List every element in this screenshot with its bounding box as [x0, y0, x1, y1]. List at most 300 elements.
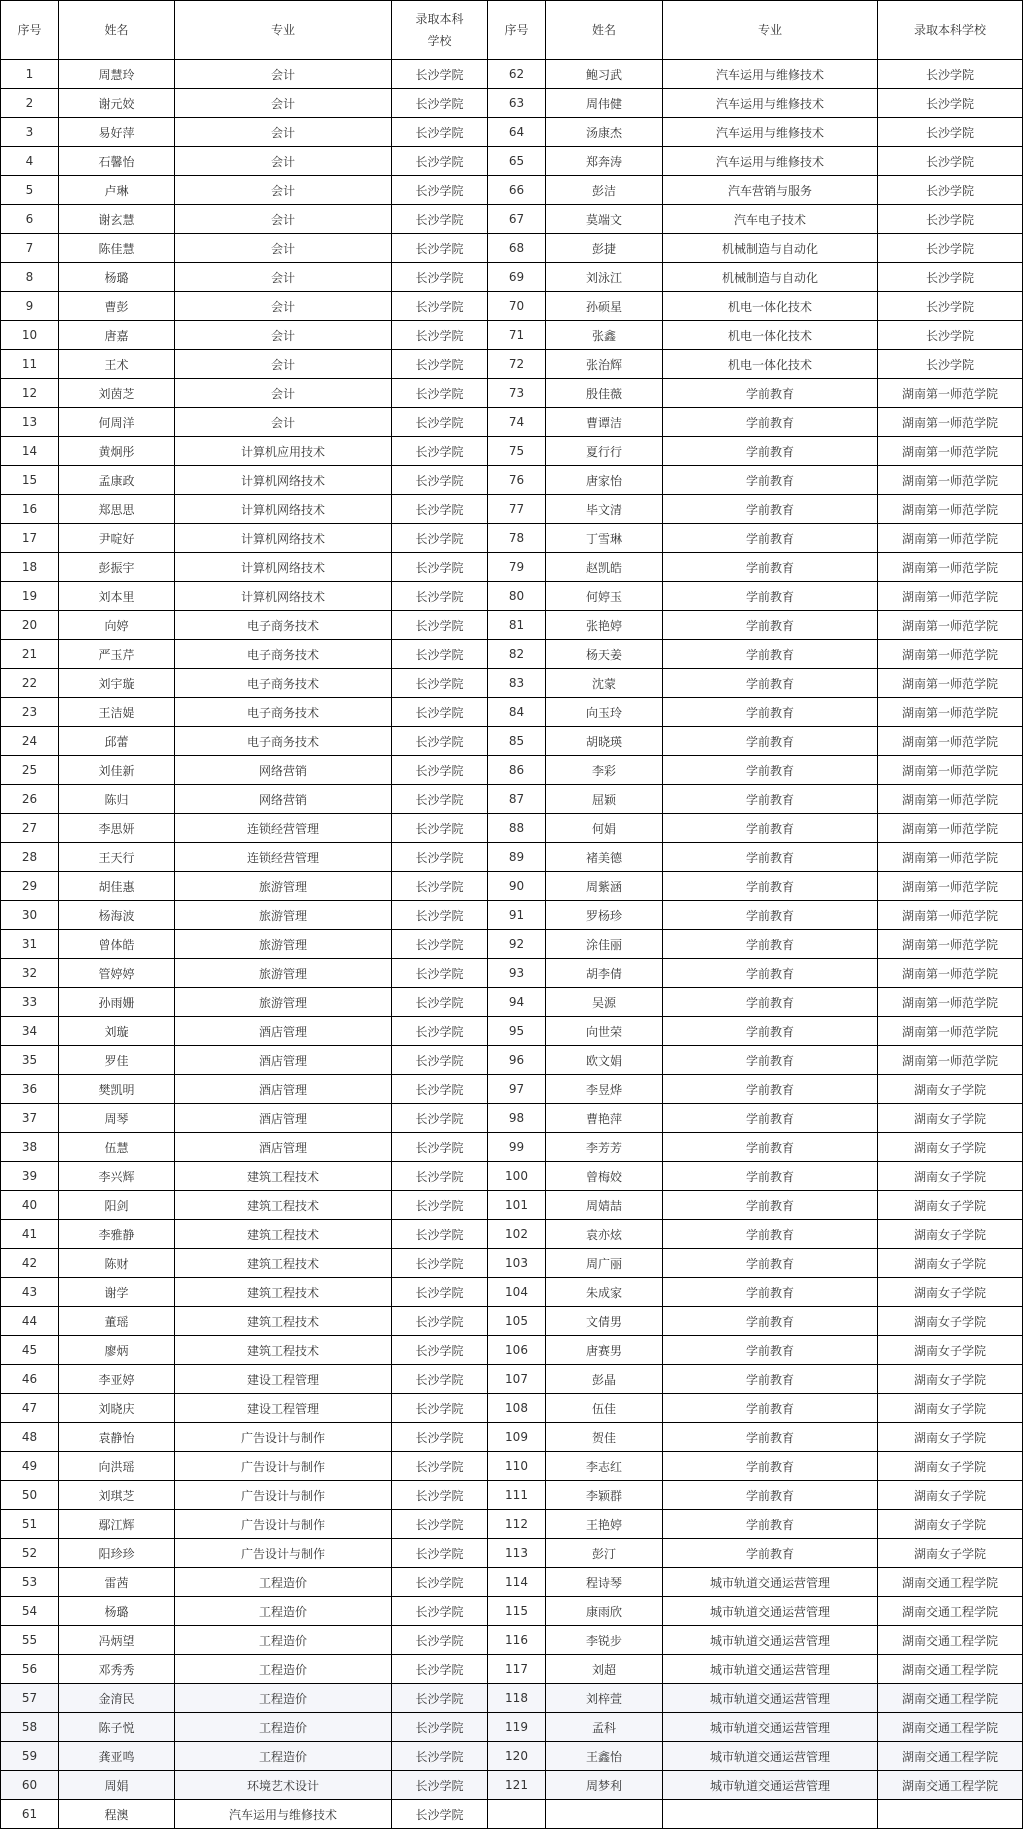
- cell-school-right: 湖南女子学院: [878, 1133, 1023, 1162]
- cell-seq-left: 11: [1, 350, 59, 379]
- cell-major-left: 会计: [175, 176, 392, 205]
- cell-seq-left: 15: [1, 466, 59, 495]
- cell-name-left: 严玉芹: [59, 640, 175, 669]
- cell-major-left: 会计: [175, 379, 392, 408]
- cell-major-left: 计算机网络技术: [175, 466, 392, 495]
- cell-seq-left: 7: [1, 234, 59, 263]
- cell-major-left: 会计: [175, 321, 392, 350]
- cell-major-left: 旅游管理: [175, 988, 392, 1017]
- cell-name-left: 周娟: [59, 1771, 175, 1800]
- cell-school-right: 湖南女子学院: [878, 1539, 1023, 1568]
- cell-seq-left: 50: [1, 1481, 59, 1510]
- cell-school-left: 长沙学院: [392, 495, 488, 524]
- cell-major-right: 机械制造与自动化: [663, 234, 878, 263]
- cell-seq-left: 40: [1, 1191, 59, 1220]
- cell-name-right: 殷佳薇: [546, 379, 663, 408]
- cell-name-right: 吴源: [546, 988, 663, 1017]
- cell-school-right: 长沙学院: [878, 147, 1023, 176]
- table-row: [1, 901, 1023, 930]
- cell-name-right: 胡晓瑛: [546, 727, 663, 756]
- cell-name-right: 李志红: [546, 1452, 663, 1481]
- cell-seq-right: 74: [488, 408, 546, 437]
- cell-seq-left: 31: [1, 930, 59, 959]
- cell-seq-left: 28: [1, 843, 59, 872]
- cell-name-right: 毕文清: [546, 495, 663, 524]
- cell-major-left: 酒店管理: [175, 1133, 392, 1162]
- cell-seq-right: 115: [488, 1597, 546, 1626]
- cell-school-left: 长沙学院: [392, 379, 488, 408]
- cell-school-right: 湖南第一师范学院: [878, 756, 1023, 785]
- cell-seq-right: 67: [488, 205, 546, 234]
- table-row: [1, 1307, 1023, 1336]
- cell-seq-left: 23: [1, 698, 59, 727]
- header-name-left: 姓名: [59, 1, 175, 60]
- cell-school-left: 长沙学院: [392, 669, 488, 698]
- cell-seq-right: 82: [488, 640, 546, 669]
- cell-school-left: 长沙学院: [392, 843, 488, 872]
- cell-major-left: 酒店管理: [175, 1075, 392, 1104]
- cell-major-right: 学前教育: [663, 1539, 878, 1568]
- cell-name-left: 刘佳新: [59, 756, 175, 785]
- cell-school-right: 湖南女子学院: [878, 1249, 1023, 1278]
- cell-name-left: 杨璐: [59, 263, 175, 292]
- cell-school-right: 长沙学院: [878, 118, 1023, 147]
- cell-name-left: 陈归: [59, 785, 175, 814]
- cell-major-right: 汽车电子技术: [663, 205, 878, 234]
- cell-school-left: 长沙学院: [392, 147, 488, 176]
- cell-major-right: 学前教育: [663, 1191, 878, 1220]
- cell-major-right: 学前教育: [663, 524, 878, 553]
- cell-seq-left: 10: [1, 321, 59, 350]
- cell-major-left: 旅游管理: [175, 959, 392, 988]
- cell-seq-right: 109: [488, 1423, 546, 1452]
- cell-name-right: 张鑫: [546, 321, 663, 350]
- cell-seq-left: 9: [1, 292, 59, 321]
- cell-name-right: 王艳婷: [546, 1510, 663, 1539]
- cell-major-left: 连锁经营管理: [175, 843, 392, 872]
- cell-name-left: 刘本里: [59, 582, 175, 611]
- cell-major-right: 学前教育: [663, 756, 878, 785]
- cell-major-right: 学前教育: [663, 1307, 878, 1336]
- cell-school-left: 长沙学院: [392, 1684, 488, 1713]
- cell-seq-left: 57: [1, 1684, 59, 1713]
- cell-major-left: 计算机网络技术: [175, 582, 392, 611]
- table-row: [1, 843, 1023, 872]
- cell-school-right: 湖南交通工程学院: [878, 1626, 1023, 1655]
- table-row: [1, 611, 1023, 640]
- cell-school-left: 长沙学院: [392, 611, 488, 640]
- cell-school-right: 湖南第一师范学院: [878, 466, 1023, 495]
- cell-major-left: 广告设计与制作: [175, 1452, 392, 1481]
- table-row: [1, 1452, 1023, 1481]
- cell-school-right: 湖南第一师范学院: [878, 1046, 1023, 1075]
- cell-name-right: 张艳婷: [546, 611, 663, 640]
- cell-major-right: 机电一体化技术: [663, 292, 878, 321]
- cell-seq-right: 114: [488, 1568, 546, 1597]
- cell-seq-right: 62: [488, 60, 546, 89]
- table-row: [1, 1655, 1023, 1684]
- cell-name-right: 程诗琴: [546, 1568, 663, 1597]
- cell-name-right: 朱成家: [546, 1278, 663, 1307]
- cell-name-left: 罗佳: [59, 1046, 175, 1075]
- cell-name-right: 何婷玉: [546, 582, 663, 611]
- cell-name-left: 袁静怡: [59, 1423, 175, 1452]
- table-row: [1, 1423, 1023, 1452]
- cell-school-right: 长沙学院: [878, 350, 1023, 379]
- cell-seq-left: 22: [1, 669, 59, 698]
- cell-major-right: 学前教育: [663, 1481, 878, 1510]
- cell-name-right: 唐家怡: [546, 466, 663, 495]
- cell-name-left: 陈财: [59, 1249, 175, 1278]
- cell-major-left: 旅游管理: [175, 901, 392, 930]
- table-row: [1, 553, 1023, 582]
- cell-name-right: 刘超: [546, 1655, 663, 1684]
- cell-seq-left: 49: [1, 1452, 59, 1481]
- cell-name-left: 李思妍: [59, 814, 175, 843]
- cell-major-right: 学前教育: [663, 1423, 878, 1452]
- table-row: [1, 988, 1023, 1017]
- cell-seq-left: 38: [1, 1133, 59, 1162]
- cell-major-right: 学前教育: [663, 437, 878, 466]
- table-body: [1, 60, 1023, 1829]
- cell-seq-left: 39: [1, 1162, 59, 1191]
- cell-school-left: 长沙学院: [392, 1365, 488, 1394]
- cell-seq-right: 71: [488, 321, 546, 350]
- cell-school-left: 长沙学院: [392, 582, 488, 611]
- cell-seq-right: 91: [488, 901, 546, 930]
- cell-seq-left: 60: [1, 1771, 59, 1800]
- cell-name-right: 曾梅姣: [546, 1162, 663, 1191]
- cell-seq-right: 118: [488, 1684, 546, 1713]
- cell-seq-left: 48: [1, 1423, 59, 1452]
- cell-seq-right: 77: [488, 495, 546, 524]
- cell-school-left: 长沙学院: [392, 1162, 488, 1191]
- cell-school-left: 长沙学院: [392, 1626, 488, 1655]
- cell-seq-left: 51: [1, 1510, 59, 1539]
- cell-seq-left: 8: [1, 263, 59, 292]
- cell-major-left: 酒店管理: [175, 1017, 392, 1046]
- cell-name-right: 彭汀: [546, 1539, 663, 1568]
- cell-school-left: 长沙学院: [392, 1191, 488, 1220]
- cell-seq-left: 33: [1, 988, 59, 1017]
- cell-seq-left: 59: [1, 1742, 59, 1771]
- cell-seq-right: 69: [488, 263, 546, 292]
- table-row: [1, 1365, 1023, 1394]
- cell-school-right: 长沙学院: [878, 234, 1023, 263]
- cell-school-right: 湖南第一师范学院: [878, 524, 1023, 553]
- cell-seq-right: 95: [488, 1017, 546, 1046]
- cell-name-left: 黄炯彤: [59, 437, 175, 466]
- cell-seq-right: 93: [488, 959, 546, 988]
- cell-name-left: 杨璐: [59, 1597, 175, 1626]
- cell-seq-left: 55: [1, 1626, 59, 1655]
- cell-school-left: 长沙学院: [392, 1452, 488, 1481]
- cell-major-left: 环境艺术设计: [175, 1771, 392, 1800]
- cell-name-left: 彭振宇: [59, 553, 175, 582]
- cell-seq-left: 19: [1, 582, 59, 611]
- cell-seq-left: 1: [1, 60, 59, 89]
- cell-name-right: 屈颖: [546, 785, 663, 814]
- cell-major-left: 旅游管理: [175, 872, 392, 901]
- cell-school-right: 湖南第一师范学院: [878, 727, 1023, 756]
- cell-seq-right: 75: [488, 437, 546, 466]
- cell-school-right: 湖南女子学院: [878, 1104, 1023, 1133]
- table-row: [1, 785, 1023, 814]
- cell-name-left: 阳珍珍: [59, 1539, 175, 1568]
- cell-school-right: 湖南女子学院: [878, 1191, 1023, 1220]
- table-row: [1, 1626, 1023, 1655]
- cell-school-left: 长沙学院: [392, 1278, 488, 1307]
- cell-major-left: 工程造价: [175, 1655, 392, 1684]
- cell-seq-left: 45: [1, 1336, 59, 1365]
- table-row: [1, 582, 1023, 611]
- table-row: [1, 640, 1023, 669]
- cell-seq-left: 25: [1, 756, 59, 785]
- cell-school-right: 湖南交通工程学院: [878, 1684, 1023, 1713]
- cell-name-right: 孙硕星: [546, 292, 663, 321]
- cell-major-right: 学前教育: [663, 698, 878, 727]
- cell-school-left: 长沙学院: [392, 1017, 488, 1046]
- cell-major-left: 会计: [175, 205, 392, 234]
- cell-seq-left: 43: [1, 1278, 59, 1307]
- cell-school-left: 长沙学院: [392, 1568, 488, 1597]
- cell-seq-left: 54: [1, 1597, 59, 1626]
- cell-name-right: 周梦利: [546, 1771, 663, 1800]
- cell-major-right: 学前教育: [663, 1220, 878, 1249]
- cell-seq-right: 70: [488, 292, 546, 321]
- cell-school-left: 长沙学院: [392, 205, 488, 234]
- cell-name-right: 李锐步: [546, 1626, 663, 1655]
- cell-name-left: 唐嘉: [59, 321, 175, 350]
- cell-name-right: 罗杨珍: [546, 901, 663, 930]
- cell-name-right: 刘泳江: [546, 263, 663, 292]
- cell-name-left: 邓秀秀: [59, 1655, 175, 1684]
- cell-seq-left: 18: [1, 553, 59, 582]
- table-row: [1, 495, 1023, 524]
- cell-seq-left: 53: [1, 1568, 59, 1597]
- cell-name-right: 赵凯皓: [546, 553, 663, 582]
- cell-seq-left: 14: [1, 437, 59, 466]
- table-row: [1, 1597, 1023, 1626]
- cell-school-right: 湖南第一师范学院: [878, 988, 1023, 1017]
- cell-major-left: 酒店管理: [175, 1104, 392, 1133]
- cell-name-left: 曾体皓: [59, 930, 175, 959]
- cell-name-left: 刘宇璇: [59, 669, 175, 698]
- cell-school-left: 长沙学院: [392, 901, 488, 930]
- cell-major-right: 学前教育: [663, 669, 878, 698]
- cell-name-left: 陈子悦: [59, 1713, 175, 1742]
- cell-name-left: 王洁媞: [59, 698, 175, 727]
- cell-name-right: 丁雪琳: [546, 524, 663, 553]
- table-row: [1, 1742, 1023, 1771]
- cell-school-right: 湖南女子学院: [878, 1423, 1023, 1452]
- cell-seq-left: 5: [1, 176, 59, 205]
- cell-name-right: 褚美德: [546, 843, 663, 872]
- cell-school-left: 长沙学院: [392, 1249, 488, 1278]
- cell-school-right: 长沙学院: [878, 263, 1023, 292]
- cell-name-right: 周伟健: [546, 89, 663, 118]
- cell-seq-left: 16: [1, 495, 59, 524]
- cell-seq-left: 37: [1, 1104, 59, 1133]
- cell-school-right: 湖南交通工程学院: [878, 1597, 1023, 1626]
- cell-major-left: 广告设计与制作: [175, 1510, 392, 1539]
- cell-school-left: 长沙学院: [392, 1510, 488, 1539]
- cell-seq-left: 6: [1, 205, 59, 234]
- cell-seq-right: 94: [488, 988, 546, 1017]
- cell-major-left: 计算机应用技术: [175, 437, 392, 466]
- cell-school-right: 湖南第一师范学院: [878, 437, 1023, 466]
- cell-school-right: 长沙学院: [878, 176, 1023, 205]
- cell-school-right: 湖南女子学院: [878, 1220, 1023, 1249]
- cell-school-right: 湖南第一师范学院: [878, 495, 1023, 524]
- table-row: [1, 1162, 1023, 1191]
- cell-name-right: 胡李倩: [546, 959, 663, 988]
- cell-major-left: 建筑工程技术: [175, 1336, 392, 1365]
- table-row: [1, 727, 1023, 756]
- cell-major-right: 学前教育: [663, 379, 878, 408]
- table-row: [1, 1336, 1023, 1365]
- cell-seq-left: 4: [1, 147, 59, 176]
- cell-name-right: 张治辉: [546, 350, 663, 379]
- cell-seq-right: 98: [488, 1104, 546, 1133]
- cell-seq-left: 24: [1, 727, 59, 756]
- table-row: [1, 1539, 1023, 1568]
- table-row: [1, 1133, 1023, 1162]
- cell-school-right: 湖南第一师范学院: [878, 843, 1023, 872]
- cell-school-left: 长沙学院: [392, 872, 488, 901]
- cell-school-right: 湖南交通工程学院: [878, 1742, 1023, 1771]
- cell-major-right: 学前教育: [663, 408, 878, 437]
- cell-major-left: 计算机网络技术: [175, 553, 392, 582]
- cell-major-left: 工程造价: [175, 1597, 392, 1626]
- cell-school-left: 长沙学院: [392, 1394, 488, 1423]
- cell-major-left: 会计: [175, 263, 392, 292]
- cell-name-left: 郑思思: [59, 495, 175, 524]
- table-row: [1, 466, 1023, 495]
- cell-seq-right: 81: [488, 611, 546, 640]
- cell-major-left: 连锁经营管理: [175, 814, 392, 843]
- cell-name-right: 彭洁: [546, 176, 663, 205]
- cell-seq-left: 3: [1, 118, 59, 147]
- table-row: [1, 1481, 1023, 1510]
- cell-school-left: 长沙学院: [392, 118, 488, 147]
- cell-seq-right: 63: [488, 89, 546, 118]
- cell-seq-right: 73: [488, 379, 546, 408]
- cell-name-left: 易好萍: [59, 118, 175, 147]
- cell-name-right: 彭晶: [546, 1365, 663, 1394]
- cell-name-left: 刘晓庆: [59, 1394, 175, 1423]
- cell-major-left: 建筑工程技术: [175, 1307, 392, 1336]
- cell-name-right: 李彩: [546, 756, 663, 785]
- cell-name-right: 王鑫怡: [546, 1742, 663, 1771]
- cell-seq-right: 92: [488, 930, 546, 959]
- cell-school-left: 长沙学院: [392, 524, 488, 553]
- cell-major-right: 城市轨道交通运营管理: [663, 1568, 878, 1597]
- cell-seq-left: 61: [1, 1800, 59, 1829]
- cell-school-left: 长沙学院: [392, 1539, 488, 1568]
- table-row: [1, 379, 1023, 408]
- cell-major-right: 学前教育: [663, 1249, 878, 1278]
- cell-name-right: 李芳芳: [546, 1133, 663, 1162]
- cell-school-left: 长沙学院: [392, 350, 488, 379]
- cell-major-right: 学前教育: [663, 1162, 878, 1191]
- cell-seq-right: 80: [488, 582, 546, 611]
- cell-name-left: 刘茵芝: [59, 379, 175, 408]
- cell-major-left: 会计: [175, 147, 392, 176]
- cell-name-right: 康雨欣: [546, 1597, 663, 1626]
- cell-seq-right: 68: [488, 234, 546, 263]
- cell-name-left: 管婷婷: [59, 959, 175, 988]
- cell-major-left: 会计: [175, 89, 392, 118]
- cell-name-right: 莫端文: [546, 205, 663, 234]
- cell-major-right: 学前教育: [663, 611, 878, 640]
- cell-name-left: 周琴: [59, 1104, 175, 1133]
- cell-school-left: 长沙学院: [392, 698, 488, 727]
- cell-seq-left: 46: [1, 1365, 59, 1394]
- cell-name-right: 杨天姜: [546, 640, 663, 669]
- cell-school-left: 长沙学院: [392, 321, 488, 350]
- cell-name-right: 周紫涵: [546, 872, 663, 901]
- cell-name-right: 汤康杰: [546, 118, 663, 147]
- cell-major-left: 建筑工程技术: [175, 1220, 392, 1249]
- cell-major-left: 建筑工程技术: [175, 1249, 392, 1278]
- cell-major-right: 学前教育: [663, 785, 878, 814]
- cell-name-left: 廖炳: [59, 1336, 175, 1365]
- table-row: [1, 756, 1023, 785]
- cell-major-right: 机电一体化技术: [663, 321, 878, 350]
- cell-name-left: 邱蕾: [59, 727, 175, 756]
- cell-seq-left: 42: [1, 1249, 59, 1278]
- cell-seq-right: 116: [488, 1626, 546, 1655]
- cell-major-left: 会计: [175, 118, 392, 147]
- cell-name-left: 冯炳望: [59, 1626, 175, 1655]
- cell-school-left: 长沙学院: [392, 988, 488, 1017]
- cell-school-right: 长沙学院: [878, 205, 1023, 234]
- cell-major-left: 电子商务技术: [175, 698, 392, 727]
- cell-school-left: 长沙学院: [392, 466, 488, 495]
- cell-seq-right: 86: [488, 756, 546, 785]
- cell-school-left: 长沙学院: [392, 1655, 488, 1684]
- cell-major-right: 机械制造与自动化: [663, 263, 878, 292]
- table-row: [1, 89, 1023, 118]
- cell-major-right: 城市轨道交通运营管理: [663, 1655, 878, 1684]
- cell-name-left: 向婷: [59, 611, 175, 640]
- cell-major-left: 电子商务技术: [175, 640, 392, 669]
- cell-major-right: 学前教育: [663, 1336, 878, 1365]
- cell-major-right: 学前教育: [663, 1394, 878, 1423]
- cell-school-left: 长沙学院: [392, 1800, 488, 1829]
- cell-school-right: 湖南女子学院: [878, 1278, 1023, 1307]
- cell-name-left: 雷茜: [59, 1568, 175, 1597]
- cell-school-left: 长沙学院: [392, 234, 488, 263]
- cell-seq-right: 97: [488, 1075, 546, 1104]
- cell-name-left: 谢学: [59, 1278, 175, 1307]
- cell-major-left: 工程造价: [175, 1713, 392, 1742]
- cell-name-right: 文倩男: [546, 1307, 663, 1336]
- cell-major-right: 城市轨道交通运营管理: [663, 1684, 878, 1713]
- cell-school-right: 湖南交通工程学院: [878, 1655, 1023, 1684]
- cell-major-left: 建筑工程技术: [175, 1278, 392, 1307]
- cell-school-left: 长沙学院: [392, 292, 488, 321]
- cell-school-left: 长沙学院: [392, 553, 488, 582]
- cell-major-right: 城市轨道交通运营管理: [663, 1626, 878, 1655]
- cell-name-right: 涂佳丽: [546, 930, 663, 959]
- cell-school-left: 长沙学院: [392, 1742, 488, 1771]
- cell-name-left: 阳剑: [59, 1191, 175, 1220]
- cell-major-left: 会计: [175, 408, 392, 437]
- cell-name-right: 欧文娟: [546, 1046, 663, 1075]
- cell-major-right: 学前教育: [663, 843, 878, 872]
